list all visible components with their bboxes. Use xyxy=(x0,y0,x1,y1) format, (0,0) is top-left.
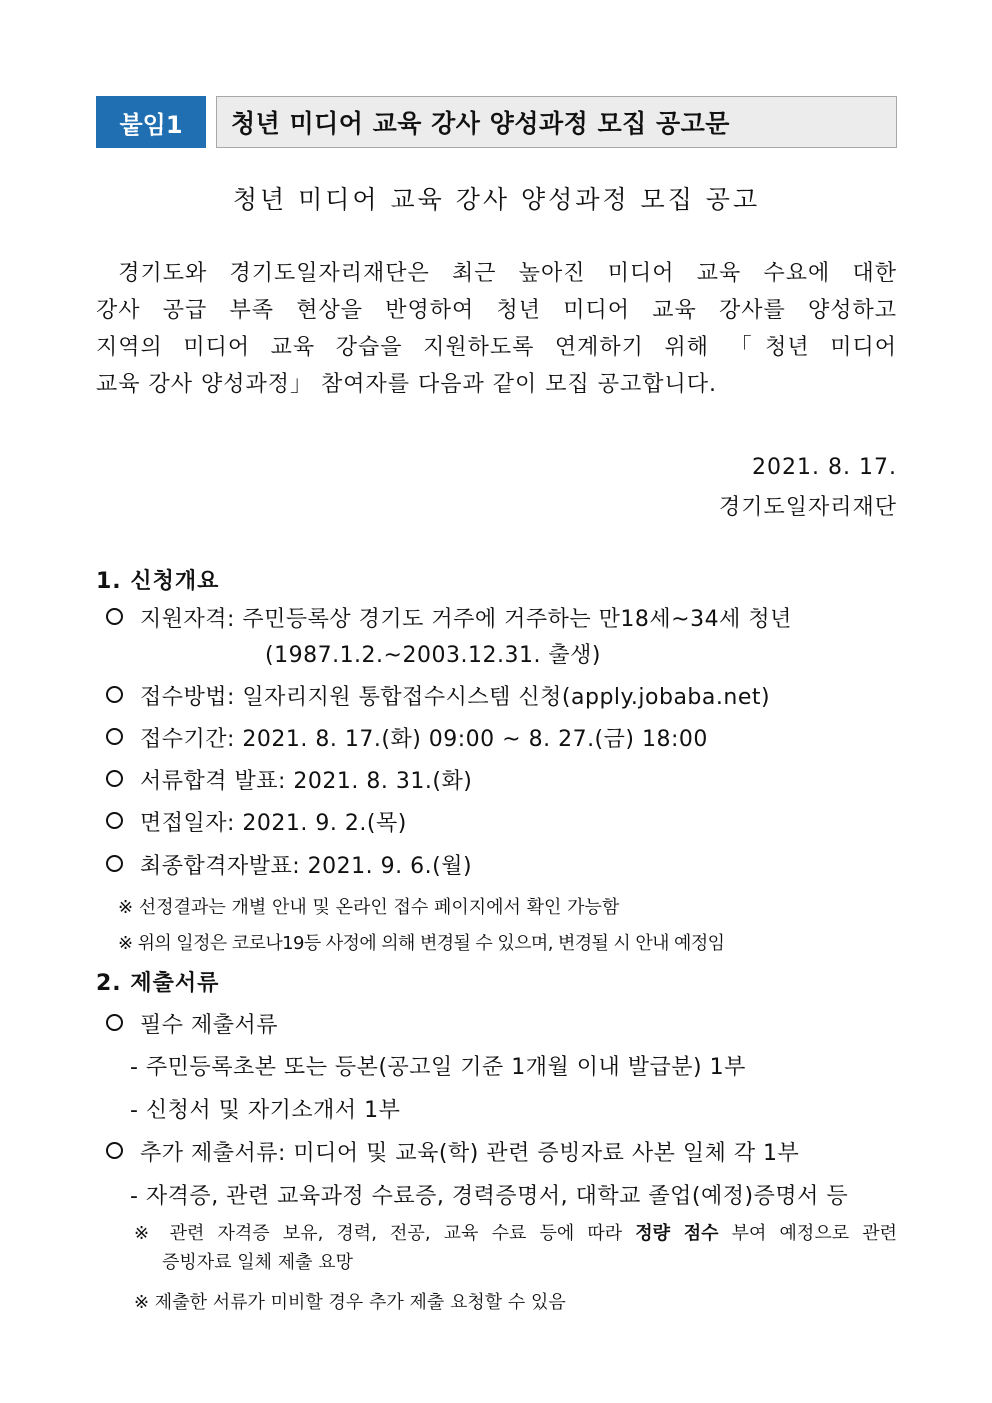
note-row xyxy=(134,1219,897,1248)
required-doc: - 주민등록초본 또는 등본(공고일 기준 1개월 이내 발급분) 1부 xyxy=(130,1055,746,1080)
intro-line: 교육 강사 양성과정」 참여자를 다음과 같이 모집 공고합니다. xyxy=(96,372,717,397)
main-title: 청년 미디어 교육 강사 양성과정 모집 공고 xyxy=(232,185,761,214)
circle-bullet-icon xyxy=(106,1014,123,1031)
item-text: 서류합격 발표: 2021. 8. 31.(화) xyxy=(140,769,473,794)
circle-bullet-icon xyxy=(106,686,123,703)
circle-bullet-icon xyxy=(106,1142,123,1159)
list-item xyxy=(106,764,472,795)
intro-line xyxy=(96,255,897,292)
circle-bullet-icon xyxy=(106,770,123,787)
item-text: 필수 제출서류 xyxy=(140,1013,279,1038)
notice-header xyxy=(96,96,897,148)
intro-line: 강사 공급 부족 현상을 반영하여 청년 미디어 교육 강사를 양성하고 xyxy=(96,298,897,323)
item-text: 최종합격자발표: 2021. 9. 6.(월) xyxy=(140,854,473,879)
list-item xyxy=(106,806,407,837)
item-text: 지원자격: 주민등록상 경기도 거주에 거주하는 만18세~34세 청년 xyxy=(140,607,792,632)
attachment-badge: 붙임1 xyxy=(96,96,206,148)
list-item xyxy=(106,680,770,711)
list-item xyxy=(106,602,792,633)
list-item xyxy=(106,722,708,753)
section1-heading: 1. 신청개요 xyxy=(96,569,220,594)
circle-bullet-icon xyxy=(106,812,123,829)
note-emphasis: 정량 점수 xyxy=(635,1223,719,1244)
note-text: ※ 관련 자격증 보유, 경력, 전공, 교육 수료 등에 따라 xyxy=(134,1223,636,1244)
note-incomplete-documents: ※ 제출한 서류가 미비할 경우 추가 제출 요청할 수 있음 xyxy=(134,1292,566,1313)
notice-date: 2021. 8. 17. xyxy=(752,455,897,480)
circle-bullet-icon xyxy=(106,855,123,872)
note-row: 증빙자료 일체 제출 요망 xyxy=(162,1252,354,1273)
note-quantitative-score xyxy=(134,1219,897,1277)
date-block xyxy=(719,448,897,528)
list-item xyxy=(106,1136,799,1167)
additional-doc: - 자격증, 관련 교육과정 수료증, 경력증명서, 대학교 졸업(예정)증명서 등 xyxy=(130,1184,849,1209)
intro-line: 지역의 미디어 교육 강습을 지원하도록 연계하기 위해 「청년 미디어 xyxy=(96,335,897,360)
organization-name: 경기도일자리재단 xyxy=(718,495,897,520)
item-text: 접수기간: 2021. 8. 17.(화) 09:00 ~ 8. 27.(금) 18:00 xyxy=(140,727,708,752)
note-selection-result: ※ 선정결과는 개별 안내 및 온라인 접수 페이지에서 확인 가능함 xyxy=(118,897,620,918)
section2-heading: 2. 제출서류 xyxy=(96,971,220,996)
note-text: 부여 예정으로 관련 xyxy=(718,1223,897,1244)
item-text: 접수방법: 일자리지원 통합접수시스템 신청(apply.jobaba.net) xyxy=(140,685,771,710)
circle-bullet-icon xyxy=(106,728,123,745)
list-item xyxy=(106,1008,278,1039)
item-text: 면접일자: 2021. 9. 2.(목) xyxy=(140,811,407,836)
intro-text: 경기도와 경기도일자리재단은 최근 높아진 미디어 교육 수요에 대한 xyxy=(118,261,897,286)
item-text: 추가 제출서류: 미디어 및 교육(학) 관련 증빙자료 사본 일체 각 1부 xyxy=(140,1141,800,1166)
note-schedule-change: ※ 위의 일정은 코로나19등 사정에 의해 변경될 수 있으며, 변경될 시 안내 예정임 xyxy=(118,933,725,954)
eligibility-birth-range: (1987.1.2.~2003.12.31. 출생) xyxy=(265,643,602,668)
circle-bullet-icon xyxy=(106,608,123,625)
required-doc: - 신청서 및 자기소개서 1부 xyxy=(130,1098,401,1123)
list-item xyxy=(106,849,472,880)
intro-paragraph xyxy=(96,255,897,403)
header-title: 청년 미디어 교육 강사 양성과정 모집 공고문 xyxy=(216,96,897,148)
